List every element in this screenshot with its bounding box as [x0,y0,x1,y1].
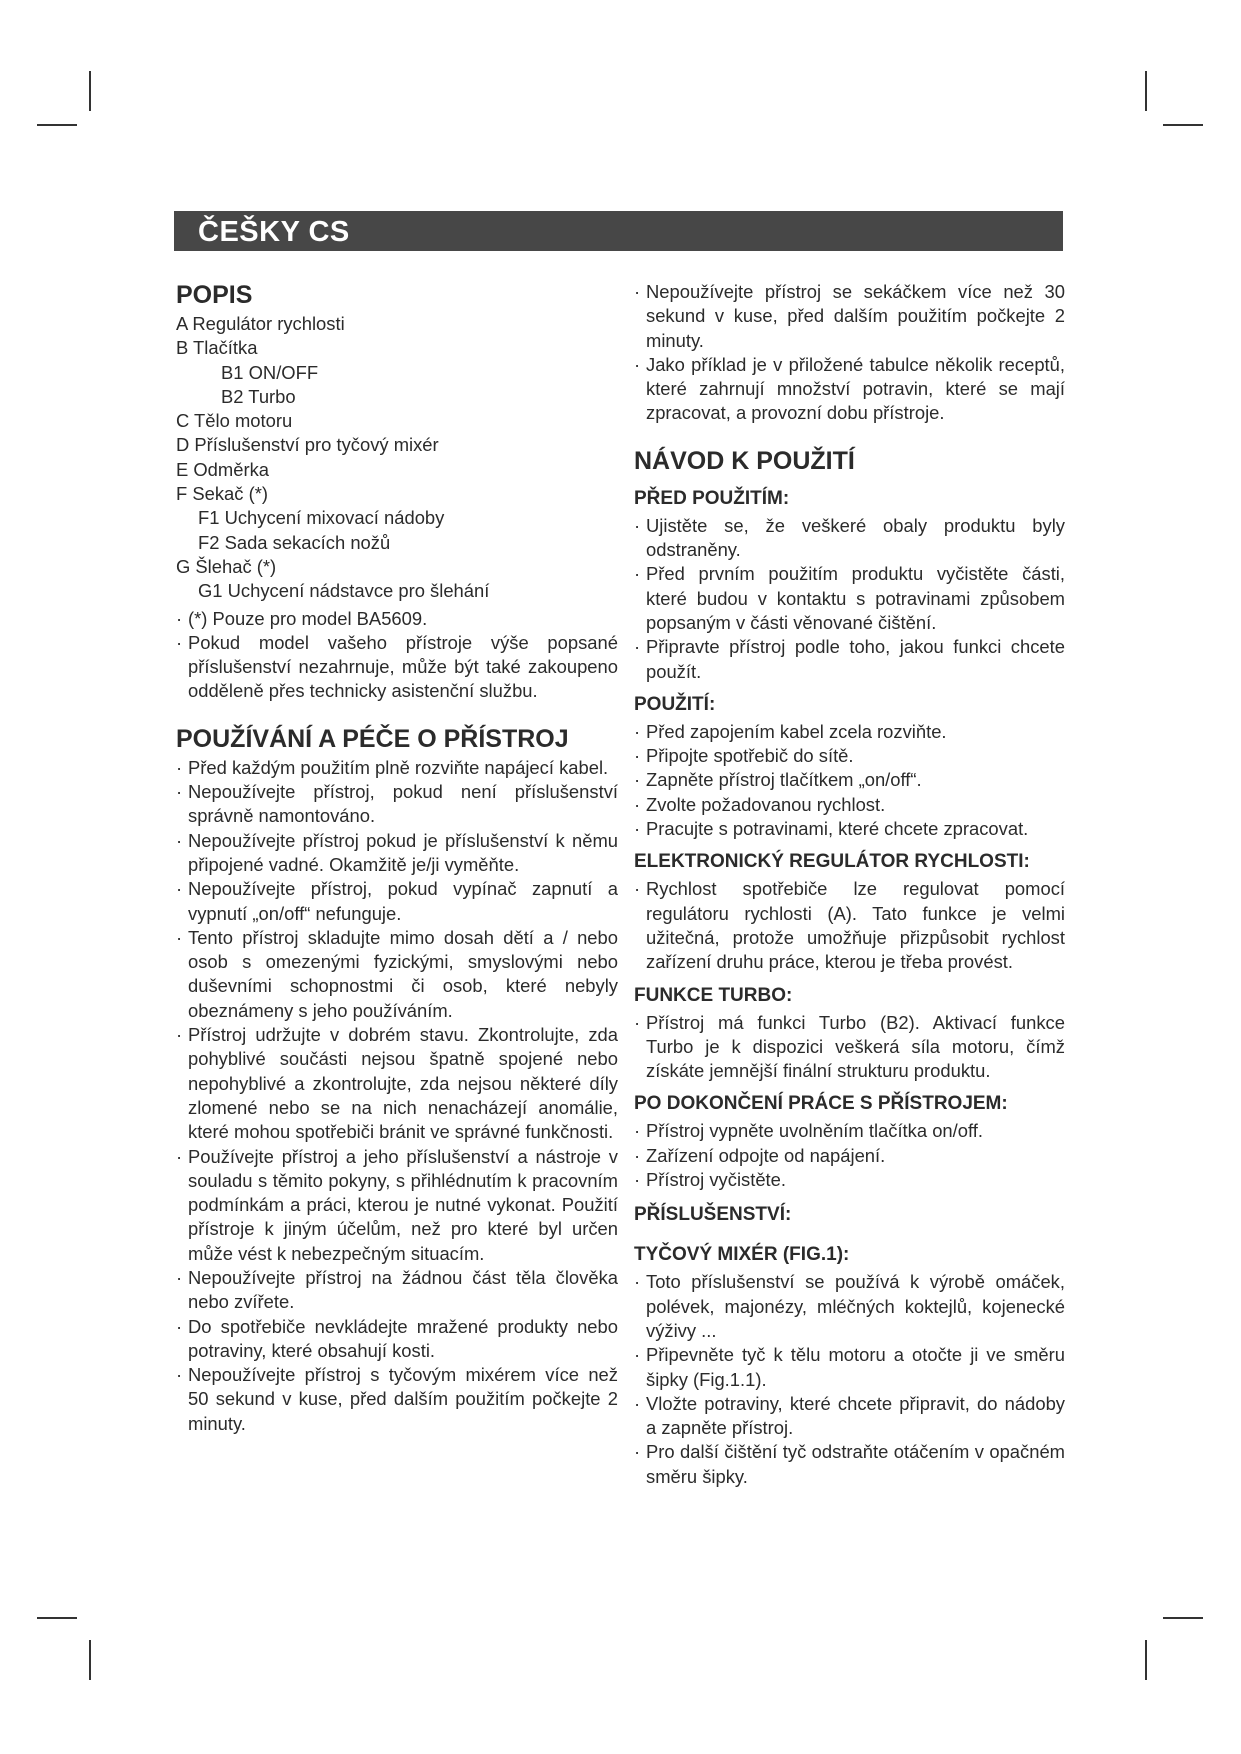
tycovy-heading: TYČOVÝ MIXÉR (FIG.1): [634,1244,850,1266]
popis-notes [176,607,618,704]
list-item: · Přístroj vypněte uvolněním tlačítka on/off. [634,1120,983,1142]
regulator-list [634,877,1065,974]
list-item: · Vložte potraviny, které chcete připravit, do nádoby a zapněte přístroj. [634,1392,1065,1439]
list-item: · Jako příklad je v přiložené tabulce několik receptů, které zahrnují množství potravin, které se mají zpracovat, a provozní dobu přístroje. [634,353,1065,424]
list-item: G1 Uchycení nádstavce pro šlehání [198,580,490,602]
list-item: · Před zapojením kabel zcela rozviňte. [634,720,947,742]
po-heading: PO DOKONČENÍ PRÁCE S PŘÍSTROJEM: [634,1093,1008,1115]
list-item: · Nepoužívejte přístroj s tyčovým mixérem více než 50 sekund v kuse, před dalším použitím počkejte 2 minuty. [176,1364,618,1434]
list-item: · Připevněte tyč k tělu motoru a otočte ji ve směru šipky (Fig.1.1). [634,1344,1065,1390]
turbo-list [634,1011,1065,1084]
list-item: · Nepoužívejte přístroj, pokud není příslušenství správně namontováno. [176,781,618,827]
po-list [634,1119,1065,1192]
list-item: B Tlačítka [176,337,258,359]
pouzivani-list [176,756,618,1436]
list-item: · Přístroj vyčistěte. [634,1169,787,1191]
right-top-list [634,280,1065,426]
list-item: · Pro další čištění tyč odstraňte otáčením v opačném směru šipky. [634,1441,1065,1487]
pouzivani-heading: POUŽÍVÁNÍ A PÉČE O PŘÍSTROJ [176,724,569,753]
popis-list [176,312,618,604]
list-item: C Tělo motoru [176,410,293,432]
right-column [634,280,1065,1489]
prislusenstvi-heading: PŘÍSLUŠENSTVÍ: [634,1204,792,1226]
list-item: · Zvolte požadovanou rychlost. [634,793,886,815]
list-item: · Připravte přístroj podle toho, jakou funkci chcete použít. [634,636,1065,682]
list-item: · Nepoužívejte přístroj pokud je příslušenství k němu připojené vadné. Okamžitě je/ji vyměňte. [176,829,618,875]
popis-heading: POPIS [176,281,253,309]
crop-mark [89,1640,91,1680]
list-item: B2 Turbo [221,385,296,407]
list-item: D Příslušenství pro tyčový mixér [176,434,439,456]
list-item: · Zapněte přístroj tlačítkem „on/off“. [634,769,922,791]
list-item: A Regulátor rychlosti [176,313,345,334]
pouziti-heading: POUŽITÍ: [634,693,716,715]
crop-mark [37,1617,77,1619]
list-item: · Rychlost spotřebiče lze regulovat pomocí regulátoru rychlosti (A). Tato funkce je velmi užitečná, protože umožňuje přizpůsobit rychlost zařízení druhu práce, kterou je třeba provést. [634,878,1065,973]
list-item: · Před každým použitím plně rozviňte napájecí kabel. [176,756,609,778]
list-item: · Přístroj udržujte v dobrém stavu. Zkontrolujte, zda pohyblivé součásti nejsou špatně spojené nebo nepohyblivé a zkontrolujte, zda nejsou některé díly zlomené nebo se na nich nenacházejí anomálie, které mohou spotřebiči bránit ve správné funkčnosti. [176,1024,618,1143]
pred-heading: PŘED POUŽITÍM: [634,487,790,509]
list-item: · Nepoužívejte přístroj se sekáčkem více než 30 sekund v kuse, před dalším použitím počkejte 2 minuty. [634,281,1065,351]
list-item: · Ujistěte se, že veškeré obaly produktu byly odstraněny. [634,514,1065,561]
list-item: E Odměrka [176,458,270,480]
list-item: · Zařízení odpojte od napájení. [634,1144,886,1166]
list-item: · Toto příslušenství se používá k výrobě omáček, polévek, majonézy, mléčných koktejlů, kojenecké výživy ... [634,1271,1065,1341]
turbo-heading: FUNKCE TURBO: [634,984,793,1006]
list-item: F Sekač (*) [176,483,268,505]
regulator-heading: ELEKTRONICKÝ REGULÁTOR RYCHLOSTI: [634,851,1030,873]
left-column [176,280,618,1436]
list-item: G Šlehač (*) [176,555,277,577]
list-item: · Používejte přístroj a jeho příslušenství a nástroje v souladu s těmito pokyny, s přihlédnutím k pracovním podmínkám a práci, kterou je nutné vykonat. Použití přístroje k jiným účelům, než pro které byl určen může vést k nebezpečným situacím. [176,1145,618,1264]
list-item: · Nepoužívejte přístroj na žádnou část těla člověka nebo zvířete. [176,1266,618,1313]
list-item: · Do spotřebiče nevkládejte mražené produkty nebo potraviny, které obsahují kosti. [176,1315,618,1361]
list-item: · Přístroj má funkci Turbo (B2). Aktivací funkce Turbo je k dispozici veškerá síla motoru, čímž získáte jemnější finální strukturu produktu. [634,1011,1065,1082]
crop-mark [1145,71,1147,111]
list-item: F1 Uchycení mixovací nádoby [198,507,445,529]
crop-mark [1145,1640,1147,1680]
crop-mark [1163,124,1203,126]
list-item: · Tento přístroj skladujte mimo dosah dětí a / nebo osob s omezenými fyzickými, smyslovými nebo duševními schopnostmi či osob, které nebyly obeznámeny s jeho používáním. [176,926,618,1021]
navod-heading: NÁVOD K POUŽITÍ [634,446,855,475]
crop-mark [89,71,91,111]
crop-mark [37,124,77,126]
list-item: · Pokud model vašeho přístroje výše popsané příslušenství nezahrnuje, může být také zakoupeno odděleně přes technicky asistenční službu. [176,631,618,702]
language-title: ČEŠKY CS [198,216,350,248]
list-item: · Pracujte s potravinami, které chcete zpracovat. [634,818,1029,840]
list-item: · Nepoužívejte přístroj, pokud vypínač zapnutí a vypnutí „on/off“ nefunguje. [176,878,618,924]
tycovy-list [634,1270,1065,1489]
list-item: · (*) Pouze pro model BA5609. [176,607,428,629]
list-item: F2 Sada sekacích nožů [198,531,391,553]
list-item: · Připojte spotřebič do sítě. [634,745,854,767]
crop-mark [1163,1617,1203,1619]
pouziti-list [634,720,1065,841]
language-banner [174,211,1063,251]
pred-list [634,514,1065,684]
list-item: B1 ON/OFF [221,361,319,383]
list-item: · Před prvním použitím produktu vyčistěte části, které budou v kontaktu s potravinami způsobem popsaným v části věnované čištění. [634,563,1065,633]
